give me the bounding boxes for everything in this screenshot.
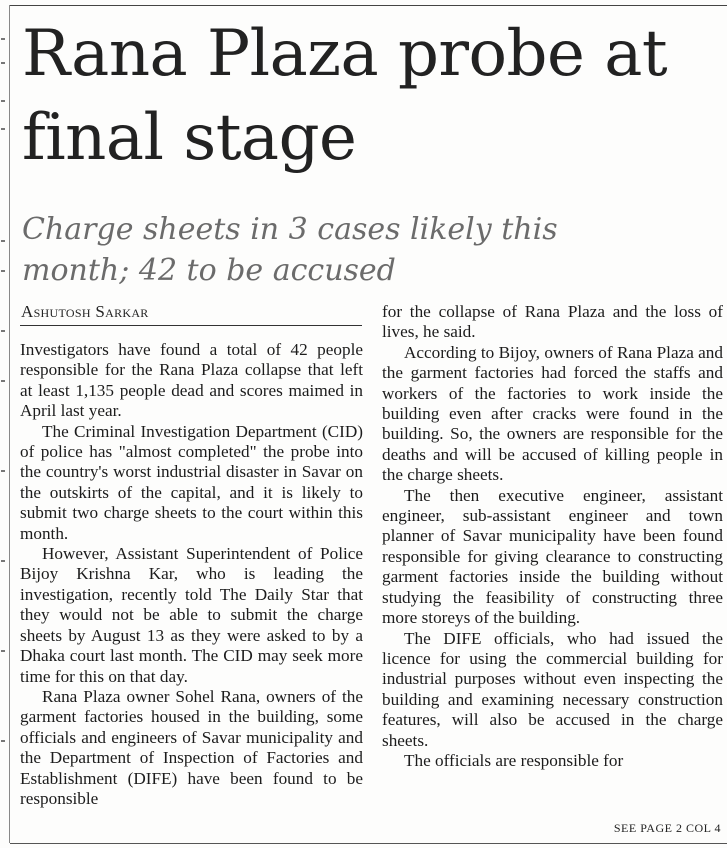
paragraph: According to Bijoy, owners of Rana Plaza and the garment factories had forced the staffs and workers of the factories to work inside the building even after cracks were found in the building. So, the owners are responsible for the deaths and will be accused of killing people in the charge sheets. (382, 342, 723, 485)
continuation-jump-line: SEE PAGE 2 COL 4 (613, 821, 721, 835)
article-column-right (382, 302, 723, 771)
paragraph: The then executive engineer, assistant engineer, sub-assistant engineer and town planner of Savar municipality have been found responsible for giving clearance to constructing garment factories inside the building without studying the feasibility of constructing three more storeys of the building. (382, 485, 723, 628)
paragraph: Rana Plaza owner Sohel Rana, owners of the garment factories housed in the building, some officials and engineers of Savar municipality and the Department of Inspection of Factories and Establishment (DIFE) have been found to be responsible (20, 686, 363, 808)
paragraph: However, Assistant Superintendent of Police Bijoy Krishna Kar, who is leading the investigation, recently told The Daily Star that they would not be able to submit the charge sheets by August 13 as they were asked to by a Dhaka court last month. The CID may seek more time for this on that day. (20, 544, 363, 686)
paragraph: The officials are responsible for (404, 750, 624, 770)
bottom-rule (10, 843, 727, 844)
adjacent-column-edge (0, 0, 9, 848)
paragraph: Investigators have found a total of 42 people responsible for the Rana Plaza collapse that left at least 1,135 people dead and scores maimed in April last year. (20, 340, 363, 421)
byline-rule (20, 325, 362, 326)
subheadline: Charge sheets in 3 cases likely this month; 42 to be accused (22, 212, 558, 288)
headline: Rana Plaza probe at final stage (22, 17, 668, 175)
left-column-rule (9, 5, 10, 843)
top-rule (10, 5, 727, 6)
byline: Ashutosh Sarkar (21, 302, 149, 321)
article-column-left (20, 340, 363, 809)
paragraph: for the collapse of Rana Plaza and the loss of lives, he said. (382, 302, 723, 342)
paragraph: The Criminal Investigation Department (CID) of police has "almost completed" the probe into the country's worst industrial disaster in Savar on the outskirts of the capital, and it is likely to submit two charge sheets to the court within this month. (20, 421, 363, 543)
paragraph: The DIFE officials, who had issued the licence for using the commercial building for industrial purposes without even inspecting the building and examining necessary construction features, will also be accused in the charge sheets. (382, 628, 723, 750)
